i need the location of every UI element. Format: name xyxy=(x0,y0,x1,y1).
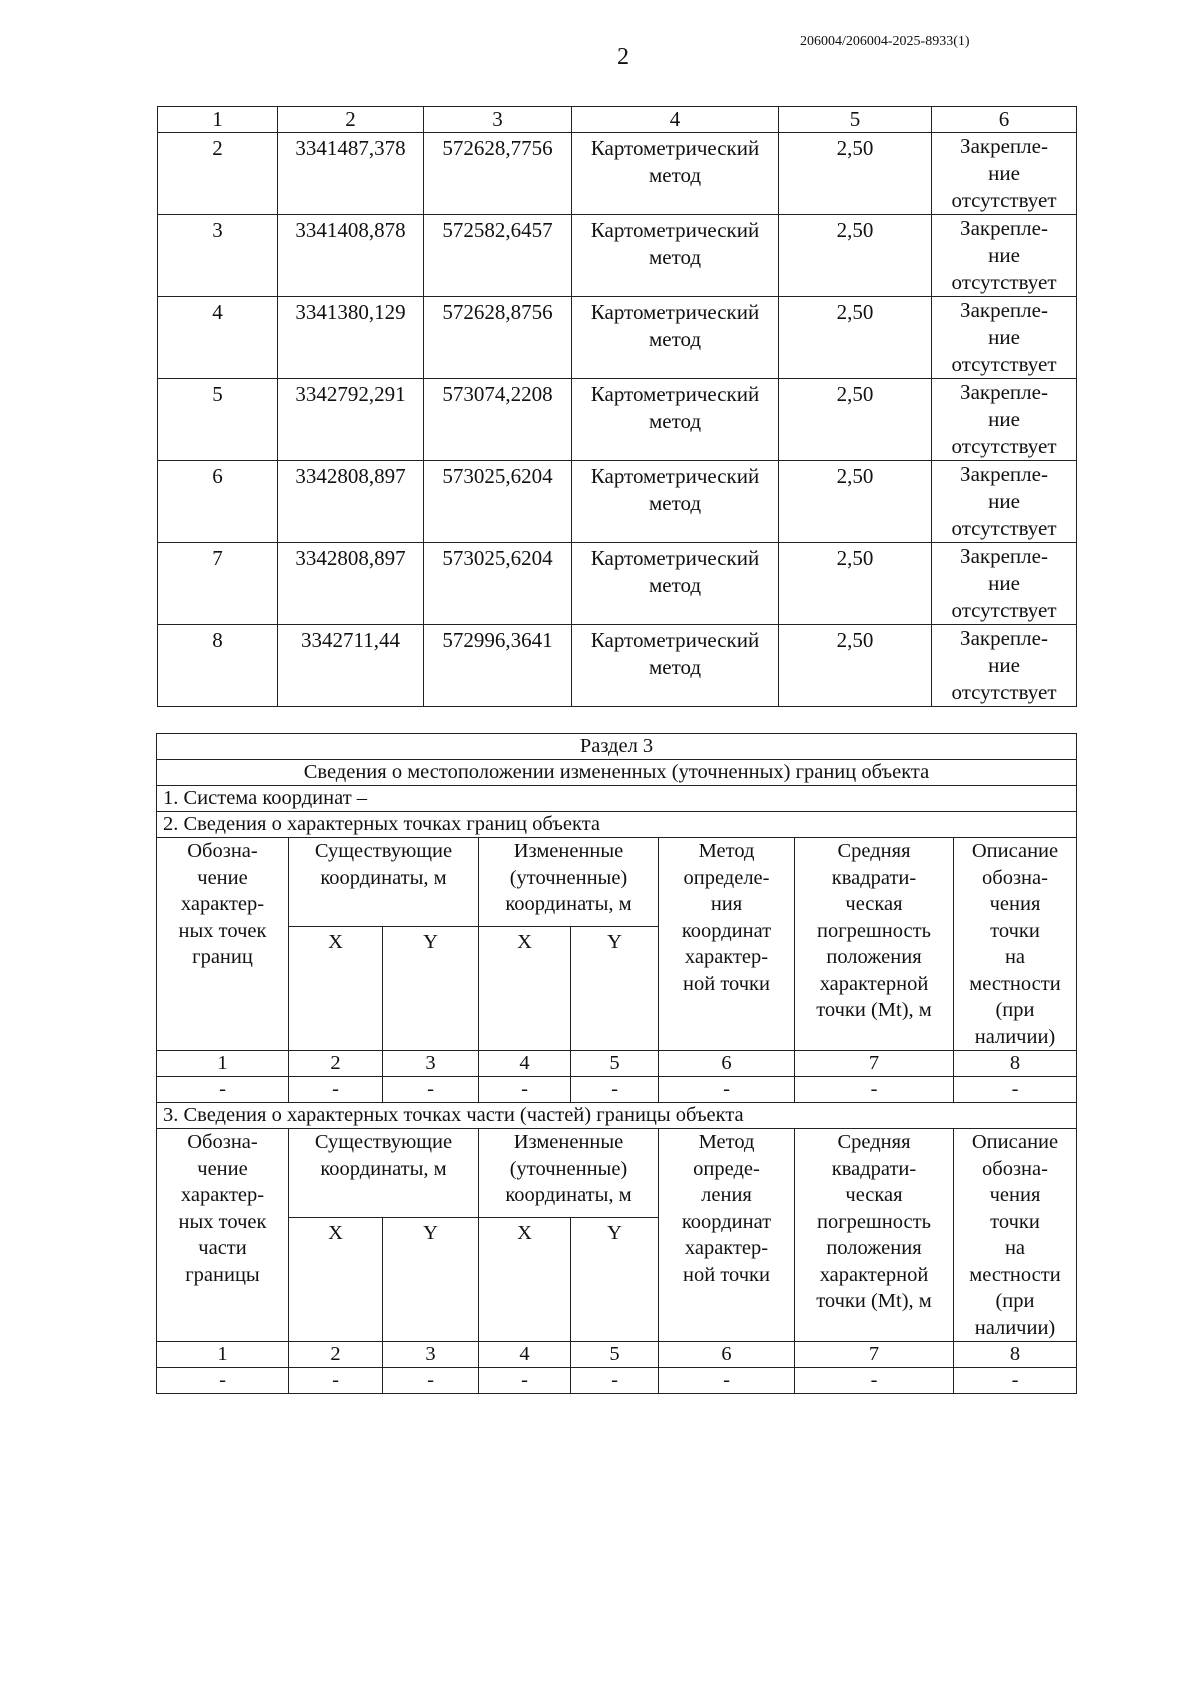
mean-square-error: 2,50 xyxy=(779,625,932,707)
header-existing-coords xyxy=(289,1129,479,1218)
description-line: ние xyxy=(988,653,1020,677)
method-line: метод xyxy=(648,163,702,187)
header-line: наличии) xyxy=(974,1025,1056,1048)
y-label: Y xyxy=(571,1218,659,1342)
header-line: (при xyxy=(995,1290,1035,1312)
column-number: 4 xyxy=(572,107,779,133)
header-line: характер- xyxy=(684,946,769,968)
header-line: Описание xyxy=(971,840,1059,862)
header-line: Средняя xyxy=(837,1131,911,1153)
mean-square-error: 2,50 xyxy=(779,379,932,461)
header-line: Метод xyxy=(698,840,755,862)
description-line: Закрепле- xyxy=(960,216,1048,240)
description-line: Закрепле- xyxy=(960,380,1048,404)
table-row xyxy=(158,297,1077,379)
header-line: (при xyxy=(995,999,1035,1021)
coord-x: 3342808,897 xyxy=(278,543,424,625)
header-line: границ xyxy=(192,946,253,968)
column-number: 3 xyxy=(424,107,572,133)
column-number: 6 xyxy=(659,1342,795,1368)
header-line: ческая xyxy=(845,1184,903,1206)
column-number-row xyxy=(157,1342,1077,1368)
header-description xyxy=(954,1129,1077,1342)
header-line: определе- xyxy=(683,866,770,889)
table-row xyxy=(158,625,1077,707)
header-line: Измененные xyxy=(513,840,624,862)
method-line: метод xyxy=(648,409,702,433)
mean-square-error: 2,50 xyxy=(779,461,932,543)
header-line: обозна- xyxy=(982,1157,1048,1180)
header-line: точки xyxy=(990,1210,1040,1233)
column-number: 8 xyxy=(954,1342,1077,1368)
column-number: 5 xyxy=(571,1342,659,1368)
header-line: ных точек xyxy=(178,919,267,942)
method-line: Картометрический xyxy=(590,136,760,160)
description-cell xyxy=(932,379,1077,461)
method-line: Картометрический xyxy=(590,382,760,406)
header-line: характерной xyxy=(819,1263,929,1286)
description-line: отсутствует xyxy=(951,352,1057,376)
point-number: 3 xyxy=(158,215,278,297)
block2-title: 2. Сведения о характерных точках границ объекта xyxy=(157,812,1077,838)
coord-x: 3342808,897 xyxy=(278,461,424,543)
description-line: отсутствует xyxy=(951,188,1057,212)
method-line: Картометрический xyxy=(590,464,760,488)
method-cell xyxy=(572,297,779,379)
column-number: 1 xyxy=(157,1342,289,1368)
description-cell xyxy=(932,625,1077,707)
header-line: положения xyxy=(826,946,922,968)
header-line: опреде- xyxy=(693,1157,760,1180)
method-line: метод xyxy=(648,573,702,597)
mean-square-error: 2,50 xyxy=(779,297,932,379)
column-number: 3 xyxy=(383,1342,479,1368)
header-line: характер- xyxy=(180,1184,265,1206)
method-cell xyxy=(572,379,779,461)
header-line: квадрати- xyxy=(831,1157,917,1180)
column-number: 2 xyxy=(289,1342,383,1368)
header-line: квадрати- xyxy=(831,866,917,889)
column-number: 2 xyxy=(289,1051,383,1077)
empty-cell: - xyxy=(571,1368,659,1394)
header-line: положения xyxy=(826,1237,922,1259)
header-point-designation xyxy=(157,838,289,1051)
y-label: Y xyxy=(571,927,659,1051)
coord-x: 3342792,291 xyxy=(278,379,424,461)
coord-y: 573025,6204 xyxy=(424,543,572,625)
method-line: метод xyxy=(648,491,702,515)
description-line: ние xyxy=(988,489,1020,513)
header-line: координаты, м xyxy=(320,866,447,889)
method-line: метод xyxy=(648,327,702,351)
table-row xyxy=(158,133,1077,215)
header-line: точки (Mt), м xyxy=(816,1290,932,1312)
header-line: Измененные xyxy=(513,1131,624,1153)
column-number: 1 xyxy=(158,107,278,133)
method-cell xyxy=(572,625,779,707)
description-line: отсутствует xyxy=(951,270,1057,294)
header-mean-square-error xyxy=(795,838,954,1051)
header-line: погрешность xyxy=(817,1210,931,1233)
section-subtitle: Сведения о местоположении измененных (уточненных) границ объекта xyxy=(157,760,1077,786)
header-line: координаты, м xyxy=(320,1157,447,1180)
header-line: Обозна- xyxy=(187,840,258,862)
description-line: Закрепле- xyxy=(960,626,1048,650)
empty-cell: - xyxy=(289,1368,383,1394)
header-line: координаты, м xyxy=(505,1184,632,1206)
coord-y: 573074,2208 xyxy=(424,379,572,461)
description-line: ние xyxy=(988,407,1020,431)
description-line: ние xyxy=(988,161,1020,185)
header-line: Средняя xyxy=(837,840,911,862)
coord-y: 573025,6204 xyxy=(424,461,572,543)
x-label: X xyxy=(289,1218,383,1342)
method-line: Картометрический xyxy=(590,218,760,242)
coordinates-table-continuation xyxy=(157,106,1077,707)
coord-x: 3341380,129 xyxy=(278,297,424,379)
section-3-table xyxy=(156,733,1077,1394)
header-line: наличии) xyxy=(974,1316,1056,1339)
x-label: X xyxy=(479,1218,571,1342)
description-line: отсутствует xyxy=(951,598,1057,622)
table-row xyxy=(158,215,1077,297)
table-row xyxy=(158,379,1077,461)
point-number: 8 xyxy=(158,625,278,707)
header-line: ной точки xyxy=(683,972,770,995)
empty-data-row xyxy=(157,1077,1077,1103)
description-cell xyxy=(932,133,1077,215)
y-label: Y xyxy=(383,1218,479,1342)
header-description xyxy=(954,838,1077,1051)
empty-cell: - xyxy=(795,1077,954,1103)
header-line: погрешность xyxy=(817,919,931,942)
column-number: 5 xyxy=(779,107,932,133)
header-line: границы xyxy=(185,1263,260,1286)
table-row xyxy=(158,543,1077,625)
mean-square-error: 2,50 xyxy=(779,215,932,297)
method-line: Картометрический xyxy=(590,300,760,324)
header-line: ной точки xyxy=(683,1263,770,1286)
column-number: 6 xyxy=(932,107,1077,133)
header-line: местности xyxy=(969,1263,1061,1286)
description-line: Закрепле- xyxy=(960,134,1048,158)
header-mean-square-error xyxy=(795,1129,954,1342)
header-line: Существующие xyxy=(314,1131,453,1153)
description-line: ние xyxy=(988,243,1020,267)
column-number: 7 xyxy=(795,1342,954,1368)
method-line: метод xyxy=(648,245,702,269)
header-line: чения xyxy=(989,893,1041,915)
method-line: метод xyxy=(648,655,702,679)
mean-square-error: 2,50 xyxy=(779,543,932,625)
header-line: ных точек xyxy=(178,1210,267,1233)
header-line: координат xyxy=(681,1210,772,1233)
header-changed-coords xyxy=(479,838,659,927)
header-line: Обозна- xyxy=(187,1131,258,1153)
block3-title: 3. Сведения о характерных точках части (частей) границы объекта xyxy=(157,1103,1077,1129)
header-line: чения xyxy=(989,1184,1041,1206)
header-line: Существующие xyxy=(314,840,453,862)
header-line: Описание xyxy=(971,1131,1059,1153)
description-line: отсутствует xyxy=(951,680,1057,704)
header-line: (уточненные) xyxy=(509,1157,628,1180)
header-line: ления xyxy=(701,1184,752,1206)
header-line: характер- xyxy=(180,893,265,915)
coord-x: 3341487,378 xyxy=(278,133,424,215)
column-number: 8 xyxy=(954,1051,1077,1077)
header-line: характерной xyxy=(819,972,929,995)
empty-cell: - xyxy=(157,1077,289,1103)
header-line: координат xyxy=(681,919,772,942)
coordinate-system: 1. Система координат – xyxy=(157,786,1077,812)
header-row xyxy=(157,1129,1077,1218)
empty-cell: - xyxy=(659,1077,795,1103)
document-id: 206004/206004-2025-8933(1) xyxy=(800,34,970,49)
page-number: 2 xyxy=(617,44,629,70)
description-line: Закрепле- xyxy=(960,544,1048,568)
header-line: местности xyxy=(969,972,1061,995)
header-line: чение xyxy=(197,1157,248,1180)
method-line: Картометрический xyxy=(590,546,760,570)
description-cell xyxy=(932,543,1077,625)
empty-cell: - xyxy=(954,1077,1077,1103)
empty-cell: - xyxy=(571,1077,659,1103)
description-cell xyxy=(932,461,1077,543)
point-number: 2 xyxy=(158,133,278,215)
empty-cell: - xyxy=(383,1077,479,1103)
method-cell xyxy=(572,543,779,625)
column-number: 5 xyxy=(571,1051,659,1077)
header-changed-coords xyxy=(479,1129,659,1218)
header-line: точки xyxy=(990,919,1040,942)
empty-cell: - xyxy=(479,1077,571,1103)
x-label: X xyxy=(479,927,571,1051)
column-number: 2 xyxy=(278,107,424,133)
column-number-row xyxy=(158,107,1077,133)
coord-x: 3342711,44 xyxy=(278,625,424,707)
table-row xyxy=(158,461,1077,543)
empty-cell: - xyxy=(795,1368,954,1394)
description-line: Закрепле- xyxy=(960,298,1048,322)
column-number: 4 xyxy=(479,1051,571,1077)
header-line: координаты, м xyxy=(505,893,632,915)
point-number: 4 xyxy=(158,297,278,379)
empty-cell: - xyxy=(157,1368,289,1394)
column-number: 1 xyxy=(157,1051,289,1077)
description-line: ние xyxy=(988,571,1020,595)
column-number: 4 xyxy=(479,1342,571,1368)
description-line: Закрепле- xyxy=(960,462,1048,486)
point-number: 7 xyxy=(158,543,278,625)
header-line: чение xyxy=(197,866,248,889)
y-label: Y xyxy=(383,927,479,1051)
header-line: на xyxy=(1004,946,1026,968)
header-line: Метод xyxy=(698,1131,755,1153)
description-line: отсутствует xyxy=(951,516,1057,540)
header-line: ния xyxy=(710,893,743,915)
header-line: обозна- xyxy=(982,866,1048,889)
column-number: 7 xyxy=(795,1051,954,1077)
x-label: X xyxy=(289,927,383,1051)
header-line: ческая xyxy=(845,893,903,915)
header-method xyxy=(659,1129,795,1342)
coord-y: 572996,3641 xyxy=(424,625,572,707)
empty-cell: - xyxy=(383,1368,479,1394)
coord-y: 572582,6457 xyxy=(424,215,572,297)
header-method xyxy=(659,838,795,1051)
empty-cell: - xyxy=(479,1368,571,1394)
coord-y: 572628,8756 xyxy=(424,297,572,379)
header-row xyxy=(157,838,1077,927)
column-number: 6 xyxy=(659,1051,795,1077)
description-cell xyxy=(932,297,1077,379)
column-number: 3 xyxy=(383,1051,479,1077)
description-cell xyxy=(932,215,1077,297)
method-cell xyxy=(572,215,779,297)
mean-square-error: 2,50 xyxy=(779,133,932,215)
header-line: части xyxy=(198,1237,247,1259)
point-number: 5 xyxy=(158,379,278,461)
method-line: Картометрический xyxy=(590,628,760,652)
empty-cell: - xyxy=(954,1368,1077,1394)
header-line: точки (Mt), м xyxy=(816,999,932,1021)
empty-data-row xyxy=(157,1368,1077,1394)
column-number-row xyxy=(157,1051,1077,1077)
description-line: отсутствует xyxy=(951,434,1057,458)
empty-cell: - xyxy=(659,1368,795,1394)
header-line: на xyxy=(1004,1237,1026,1259)
method-cell xyxy=(572,133,779,215)
description-line: ние xyxy=(988,325,1020,349)
empty-cell: - xyxy=(289,1077,383,1103)
coord-y: 572628,7756 xyxy=(424,133,572,215)
header-point-designation xyxy=(157,1129,289,1342)
header-existing-coords xyxy=(289,838,479,927)
header-line: характер- xyxy=(684,1237,769,1259)
point-number: 6 xyxy=(158,461,278,543)
header-line: (уточненные) xyxy=(509,866,628,889)
coord-x: 3341408,878 xyxy=(278,215,424,297)
section-title: Раздел 3 xyxy=(157,734,1077,760)
method-cell xyxy=(572,461,779,543)
